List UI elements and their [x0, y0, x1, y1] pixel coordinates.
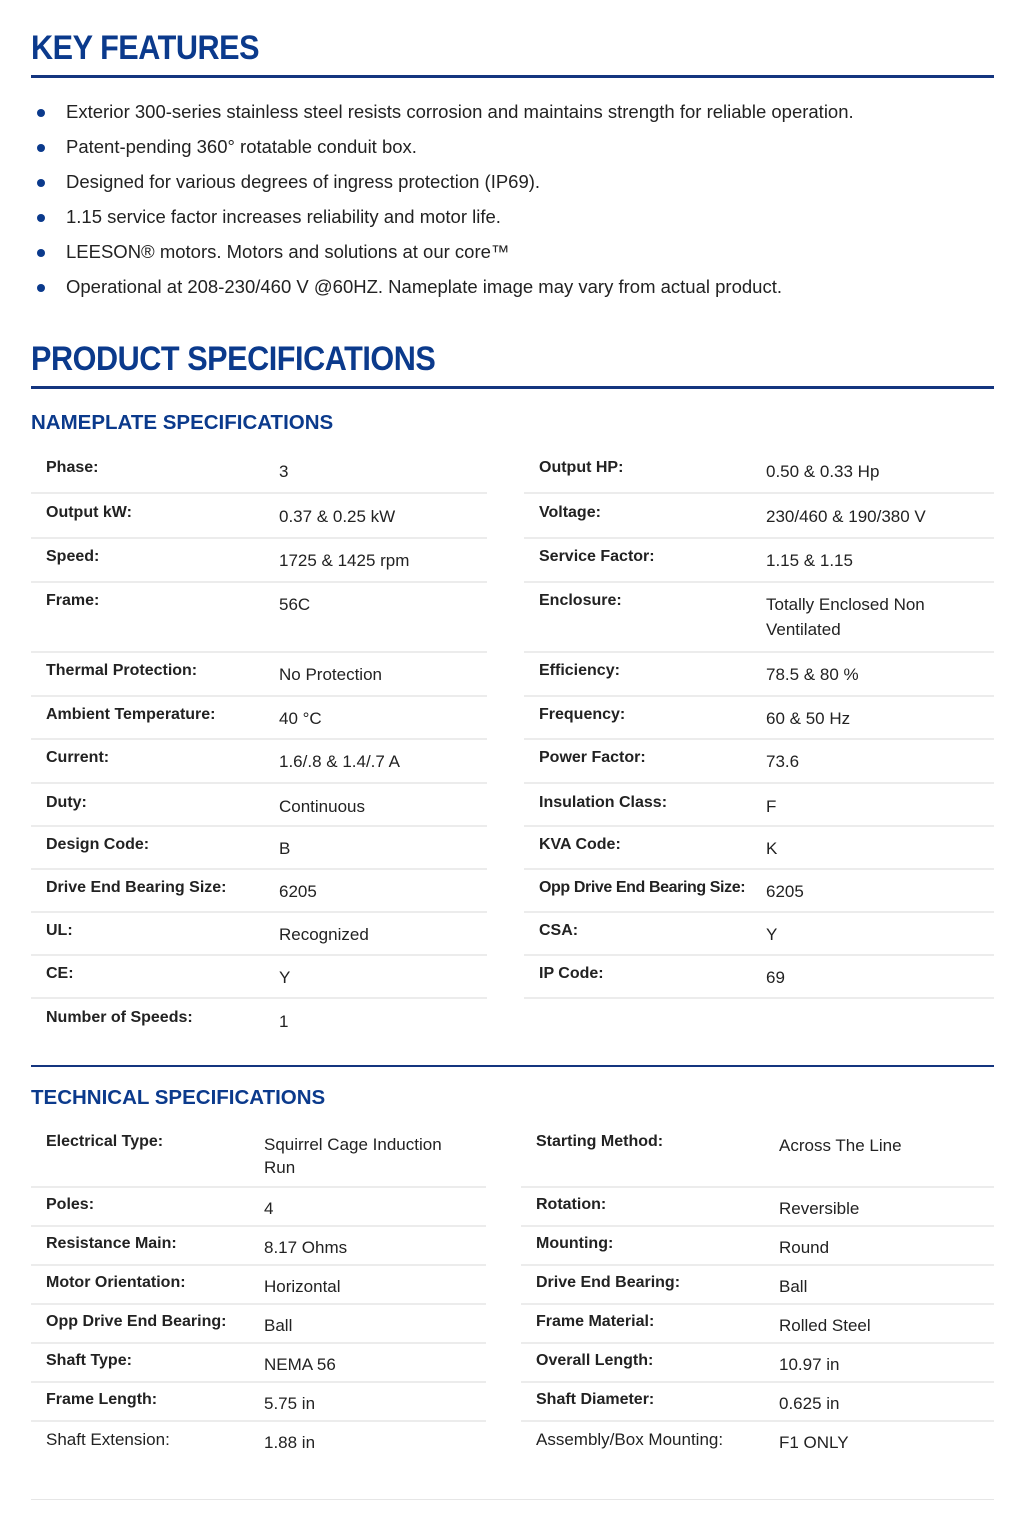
spec-row: [524, 583, 994, 653]
spec-label: Opp Drive End Bearing Size:: [539, 879, 746, 896]
spec-label: Shaft Diameter:: [536, 1391, 655, 1408]
spec-label: Mounting:: [536, 1235, 614, 1252]
spec-value: 1725 & 1425 rpm: [279, 551, 410, 570]
feature-item: Patent-pending 360° rotatable conduit box.: [0, 133, 854, 168]
spec-label: IP Code:: [539, 965, 604, 982]
spec-row: [521, 1125, 994, 1188]
spec-label: Motor Orientation:: [46, 1274, 186, 1291]
spec-row: [31, 999, 487, 1042]
bottom-divider: [31, 1499, 994, 1500]
spec-value: 4: [264, 1199, 274, 1218]
spec-value: F1 ONLY: [779, 1433, 849, 1452]
spec-row: [31, 827, 487, 870]
spec-label: Drive End Bearing:: [536, 1274, 681, 1291]
spec-label: Frame Length:: [46, 1391, 158, 1408]
spec-label: Output kW:: [46, 504, 132, 521]
key-features-divider: [31, 75, 994, 78]
spec-row: [31, 494, 487, 539]
spec-row: [524, 827, 994, 870]
spec-value: 1: [279, 1012, 289, 1031]
spec-value: 5.75 in: [264, 1394, 316, 1413]
nameplate-right-column: [524, 449, 994, 999]
spec-label: Frame Material:: [536, 1313, 655, 1330]
spec-value: Round: [779, 1238, 830, 1257]
spec-value: 1.15 & 1.15: [766, 551, 853, 570]
spec-label: Output HP:: [539, 459, 624, 476]
spec-row: [31, 1266, 486, 1305]
spec-row: [31, 956, 487, 999]
spec-row: [31, 870, 487, 913]
spec-label: Design Code:: [46, 836, 150, 853]
spec-row: [521, 1422, 994, 1461]
spec-value: Recognized: [279, 925, 369, 944]
spec-value: Totally Enclosed Non Ventilated: [766, 595, 925, 639]
spec-row: [524, 870, 994, 913]
spec-value: No Protection: [279, 665, 382, 684]
spec-row: [524, 449, 994, 494]
spec-row: [31, 697, 487, 740]
bullet-icon: [37, 109, 45, 117]
spec-value: F: [766, 797, 777, 816]
bullet-icon: [37, 214, 45, 222]
feature-item: Operational at 208-230/460 V @60HZ. Nameplate image may vary from actual product.: [0, 273, 854, 308]
spec-row: [524, 784, 994, 827]
key-features-heading: KEY FEATURES: [31, 29, 260, 67]
spec-value: 10.97 in: [779, 1355, 840, 1374]
features-list: [0, 98, 854, 308]
spec-label: CSA:: [539, 922, 579, 939]
spec-label: Shaft Type:: [46, 1352, 132, 1369]
spec-value: Horizontal: [264, 1277, 341, 1296]
spec-value: K: [766, 839, 778, 858]
spec-value: 40 °C: [279, 709, 322, 728]
bullet-icon: [37, 249, 45, 257]
spec-value: Across The Line: [779, 1136, 902, 1155]
spec-row: [521, 1266, 994, 1305]
spec-value: 6205: [279, 882, 317, 901]
spec-label: Current:: [46, 749, 110, 766]
technical-specifications-heading: TECHNICAL SPECIFICATIONS: [31, 1086, 326, 1109]
spec-label: Voltage:: [539, 504, 601, 521]
spec-value: 1.6/.8 & 1.4/.7 A: [279, 752, 400, 771]
spec-row: [524, 539, 994, 583]
spec-row: [31, 913, 487, 956]
spec-row: [31, 653, 487, 697]
spec-label: Speed:: [46, 548, 100, 565]
spec-row: [521, 1188, 994, 1227]
technical-left-column: [31, 1125, 486, 1461]
spec-row: [31, 784, 487, 827]
spec-row: [521, 1227, 994, 1266]
spec-value: 69: [766, 968, 785, 987]
spec-label: Thermal Protection:: [46, 662, 198, 679]
spec-label: Duty:: [46, 794, 87, 811]
spec-value: Rolled Steel: [779, 1316, 871, 1335]
spec-row: [31, 1344, 486, 1383]
spec-row: [31, 1383, 486, 1422]
spec-value: 73.6: [766, 752, 800, 771]
spec-label: Shaft Extension:: [46, 1430, 170, 1449]
spec-value: 3: [279, 462, 289, 481]
spec-row: [31, 1305, 486, 1344]
spec-label: Power Factor:: [539, 749, 646, 766]
spec-label: Insulation Class:: [539, 794, 668, 811]
product-specifications-divider: [31, 386, 994, 389]
spec-label: Poles:: [46, 1196, 95, 1213]
bullet-icon: [37, 179, 45, 187]
spec-label: Service Factor:: [539, 548, 655, 565]
spec-row: [31, 1422, 486, 1461]
spec-label: Drive End Bearing Size:: [46, 879, 227, 896]
spec-label: Electrical Type:: [46, 1133, 164, 1150]
spec-value: 0.50 & 0.33 Hp: [766, 462, 880, 481]
spec-label: Number of Speeds:: [46, 1009, 193, 1026]
spec-row: [31, 449, 487, 494]
spec-label: Efficiency:: [539, 662, 620, 679]
spec-value: Continuous: [279, 797, 366, 816]
spec-row: [521, 1344, 994, 1383]
spec-value: 0.37 & 0.25 kW: [279, 507, 396, 526]
spec-label: Starting Method:: [536, 1133, 664, 1150]
spec-row: [524, 956, 994, 999]
spec-value: Y: [766, 925, 778, 944]
spec-label: CE:: [46, 965, 74, 982]
spec-value: 78.5 & 80 %: [766, 665, 859, 684]
spec-label: Enclosure:: [539, 592, 622, 609]
spec-label: Assembly/Box Mounting:: [536, 1430, 724, 1449]
bullet-icon: [37, 284, 45, 292]
spec-row: [524, 494, 994, 539]
spec-value: 0.625 in: [779, 1394, 840, 1413]
feature-item: LEESON® motors. Motors and solutions at our core™: [0, 238, 854, 273]
spec-label: KVA Code:: [539, 836, 621, 853]
product-specifications-heading: PRODUCT SPECIFICATIONS: [31, 340, 436, 378]
spec-row: [524, 740, 994, 784]
spec-label: Resistance Main:: [46, 1235, 177, 1252]
spec-row: [31, 583, 487, 653]
spec-value: NEMA 56: [264, 1355, 336, 1374]
spec-row: [521, 1305, 994, 1344]
technical-right-column: [521, 1125, 994, 1461]
spec-value: 56C: [279, 595, 311, 614]
spec-row: [524, 697, 994, 740]
spec-label: Frame:: [46, 592, 100, 609]
spec-value: 1.88 in: [264, 1433, 316, 1452]
spec-label: Ambient Temperature:: [46, 706, 216, 723]
spec-value: Reversible: [779, 1199, 860, 1218]
feature-item: Designed for various degrees of ingress protection (IP69).: [0, 168, 854, 203]
spec-value: Ball: [779, 1277, 808, 1296]
nameplate-divider: [31, 1065, 994, 1067]
spec-row: [31, 1125, 486, 1188]
nameplate-left-column: [31, 449, 487, 1042]
nameplate-specifications-heading: NAMEPLATE SPECIFICATIONS: [31, 411, 334, 434]
bullet-icon: [37, 144, 45, 152]
spec-value: 8.17 Ohms: [264, 1238, 348, 1257]
spec-value: 230/460 & 190/380 V: [766, 507, 926, 526]
spec-row: [524, 913, 994, 956]
spec-row: [31, 1227, 486, 1266]
spec-label: Opp Drive End Bearing:: [46, 1313, 227, 1330]
spec-label: UL:: [46, 922, 73, 939]
spec-row: [31, 539, 487, 583]
spec-value: B: [279, 839, 291, 858]
spec-label: Frequency:: [539, 706, 626, 723]
spec-label: Rotation:: [536, 1196, 607, 1213]
feature-item: Exterior 300-series stainless steel resists corrosion and maintains strength for reliable operation.: [0, 98, 854, 133]
spec-label: Overall Length:: [536, 1352, 654, 1369]
spec-value: 60 & 50 Hz: [766, 709, 851, 728]
spec-row: [31, 1188, 486, 1227]
spec-row: [521, 1383, 994, 1422]
spec-label: Phase:: [46, 459, 99, 476]
spec-value: Y: [279, 968, 291, 987]
spec-value: Squirrel Cage Induction Run: [264, 1135, 442, 1177]
spec-value: Ball: [264, 1316, 293, 1335]
spec-row: [524, 653, 994, 697]
spec-row: [31, 740, 487, 784]
feature-item: 1.15 service factor increases reliability and motor life.: [0, 203, 854, 238]
spec-value: 6205: [766, 882, 804, 901]
